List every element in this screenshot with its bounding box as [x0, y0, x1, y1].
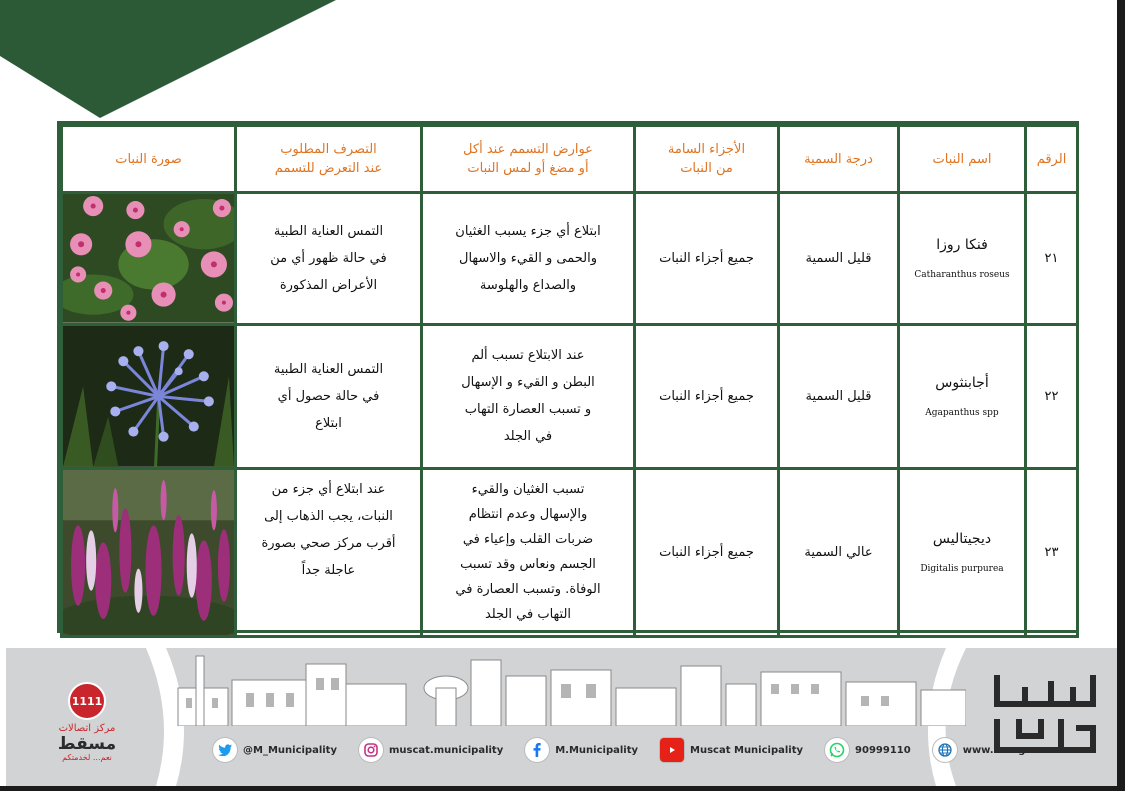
action-line: عند ابتلاع أي جزء من — [271, 481, 386, 497]
header-action-line1: التصرف المطلوب — [280, 142, 377, 157]
plant-name-arabic: أجابنثوس — [935, 374, 989, 391]
table-row — [62, 324, 1078, 468]
action-line: التمس العناية الطبية — [273, 223, 384, 239]
action-line: التمس العناية الطبية — [273, 361, 384, 377]
youtube-icon — [660, 738, 684, 762]
toxicity-cell: قليل السمية — [779, 193, 899, 325]
twitter-icon — [213, 738, 237, 762]
social-label: 90999110 — [855, 744, 911, 756]
footer-banner — [6, 648, 1119, 786]
header-symptoms-line2: أو مضغ أو لمس النبات — [467, 161, 589, 176]
symptoms-cell — [422, 324, 635, 468]
whatsapp-icon — [825, 738, 849, 762]
action-line: في حالة ظهور أي من — [270, 250, 387, 266]
action-line: النبات، يجب الذهاب إلى — [264, 508, 393, 524]
symptoms-line: البطن و القيء و الإسهال — [461, 375, 595, 391]
plant-name-cell — [899, 324, 1026, 468]
foxglove-flower-photo — [63, 470, 234, 635]
action-line: أقرب مركز صحي بصورة — [261, 535, 396, 551]
plant-image-cell — [62, 193, 236, 325]
symptoms-line: والصداع والهلوسة — [479, 277, 577, 293]
social-youtube[interactable] — [660, 738, 803, 762]
symptoms-line: في الجلد — [503, 429, 553, 445]
symptoms-cell — [422, 193, 635, 325]
table-row — [62, 193, 1078, 325]
action-cell — [236, 324, 422, 468]
city-skyline-illustration — [166, 648, 966, 726]
social-label: Muscat Municipality — [690, 744, 804, 756]
agapanthus-flower-photo — [63, 326, 234, 467]
call-center-line3: نعم... لخدمتكم — [62, 753, 112, 762]
symptoms-cell — [422, 468, 635, 636]
bottom-edge-border — [0, 786, 1125, 791]
action-cell — [236, 468, 422, 636]
facebook-icon — [525, 738, 549, 762]
symptoms-line: الجسم ونعاس وقد تسبب — [460, 557, 596, 573]
social-label: M.Municipality — [555, 744, 639, 756]
header-action-line2: عند التعرض للتسمم — [274, 161, 383, 176]
social-whatsapp[interactable] — [825, 738, 911, 762]
toxic-parts-cell: جميع أجزاء النبات — [635, 193, 779, 325]
header-action — [236, 126, 422, 193]
toxic-parts-cell: جميع أجزاء النبات — [635, 324, 779, 468]
toxic-parts-cell: جميع أجزاء النبات — [635, 468, 779, 636]
symptoms-line: والإسهال وعدم انتظام — [468, 507, 588, 523]
symptoms-line: الوفاة. وتسبب العصارة في — [455, 582, 601, 598]
action-line: ابتلاع — [315, 415, 342, 431]
row-number: ٢٢ — [1026, 324, 1078, 468]
action-cell — [236, 193, 422, 325]
row-number: ٢١ — [1026, 193, 1078, 325]
header-symptoms — [422, 126, 635, 193]
table-row — [62, 468, 1078, 636]
action-line: الأعراض المذكورة — [279, 277, 378, 293]
social-twitter[interactable] — [213, 738, 337, 762]
instagram-icon — [359, 738, 383, 762]
plant-name-arabic: فنكا روزا — [936, 236, 988, 253]
plant-name-arabic: ديجيتاليس — [932, 530, 992, 547]
call-center-badge: 1111 — [68, 682, 106, 720]
header-symptoms-line1: عوارض التسمم عند أكل — [463, 142, 593, 157]
symptoms-line: تسبب الغثيان والقيء — [471, 482, 585, 498]
toxicity-cell: قليل السمية — [779, 324, 899, 468]
social-label: muscat.municipality — [388, 744, 504, 756]
vinca-flower-photo — [63, 194, 234, 323]
social-instagram[interactable] — [359, 738, 503, 762]
call-center-line1: مركز اتصالات — [58, 723, 116, 734]
right-edge-border — [1117, 0, 1125, 791]
social-facebook[interactable] — [525, 738, 638, 762]
header-toxic-parts — [635, 126, 779, 193]
plant-image-cell — [62, 324, 236, 468]
action-line: عاجلة جداً — [301, 562, 356, 578]
plant-image-cell — [62, 468, 236, 636]
social-label: @M_Municipality — [243, 744, 337, 756]
social-media-bar — [213, 737, 1081, 763]
header-image: صورة النبات — [62, 126, 236, 193]
symptoms-line: ضربات القلب وإعياء في — [462, 532, 594, 548]
symptoms-line: عند الابتلاع تسبب ألم — [471, 348, 585, 364]
plant-name-latin: Agapanthus spp — [925, 407, 999, 418]
plant-name-cell — [899, 193, 1026, 325]
call-center-logo — [42, 682, 132, 763]
action-line: في حالة حصول أي — [277, 388, 380, 404]
symptoms-line: ابتلاع أي جزء يسبب الغثيان — [455, 223, 601, 239]
plant-name-latin: Digitalis purpurea — [920, 563, 1004, 574]
plant-name-cell — [899, 468, 1026, 636]
toxicity-cell: عالي السمية — [779, 468, 899, 636]
corner-decoration — [0, 0, 340, 120]
symptoms-line: التهاب في الجلد — [484, 607, 572, 623]
header-plant-name: اسم النبات — [899, 126, 1026, 193]
social-label: www.mm.gov.om — [962, 744, 1060, 756]
table-header-row — [62, 126, 1078, 193]
header-toxicity-level: درجة السمية — [779, 126, 899, 193]
web-icon — [933, 738, 957, 762]
symptoms-line: و تسبب العصارة التهاب — [464, 402, 592, 418]
header-number: الرقم — [1026, 126, 1078, 193]
muscat-municipality-logo — [989, 670, 1101, 760]
symptoms-line: والحمى و القيء والاسهال — [459, 250, 597, 266]
row-number: ٢٣ — [1026, 468, 1078, 636]
call-center-line2: مسقط — [57, 734, 117, 754]
header-toxic-parts-line2: من النبات — [680, 161, 733, 176]
plant-name-latin: Catharanthus roseus — [914, 269, 1010, 280]
header-toxic-parts-line1: الأجزاء السامة — [667, 142, 746, 157]
toxic-plants-table — [57, 121, 1079, 633]
